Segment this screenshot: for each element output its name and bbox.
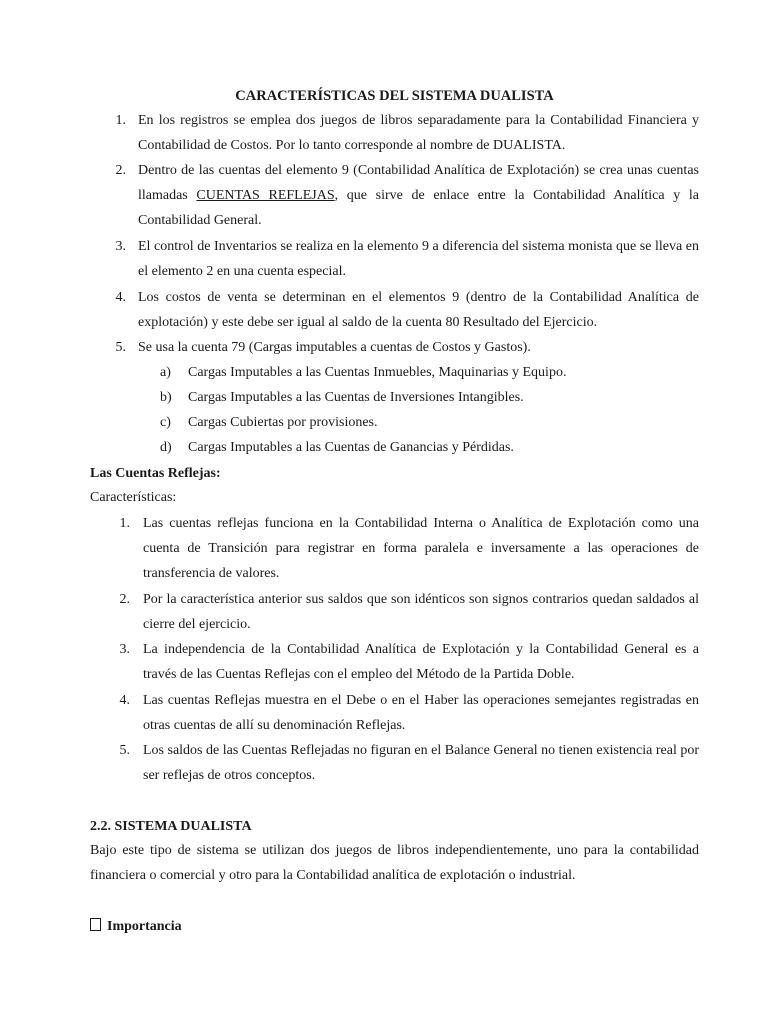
list-text: Los costos de venta se determinan en el elementos 9 (dentro de la Contabilidad Analítica de explotación) y este debe ser igual al saldo de la cuenta 80 Resultado del Ejercicio. bbox=[138, 290, 699, 330]
section-heading: Las Cuentas Reflejas: bbox=[90, 466, 221, 481]
list-text-before: Dentro de las cuentas del elemento 9 (Contabilidad Analítica de Explotación) se crea unas cuentas llamadas bbox=[138, 163, 699, 203]
underlined-term: CUENTAS REFLEJAS bbox=[196, 188, 335, 203]
list-text: El control de Inventarios se realiza en la elemento 9 a diferencia del sistema monista que se lleva en el elemento 2 en una cuenta especial. bbox=[138, 239, 699, 279]
list-number: 5. bbox=[115, 340, 126, 355]
sublist-text: Cargas Cubiertas por provisiones. bbox=[188, 415, 378, 430]
bullet-box-icon bbox=[90, 918, 101, 931]
sublist-item bbox=[160, 360, 566, 385]
section2-paragraph: Bajo este tipo de sistema se utilizan dos juegos de libros independientemente, uno para la contabilidad financiera o comercial y otro para la Contabilidad analítica de explotación o industrial. bbox=[90, 843, 699, 883]
list-text: Las cuentas reflejas funciona en la Contabilidad Interna o Analítica de Explotación como una cuenta de Transición para registrar en forma paralela e inversamente a las operaciones de transferencia de valores. bbox=[143, 516, 699, 581]
importance-line bbox=[90, 917, 182, 937]
sublist-text: Cargas Imputables a las Cuentas de Inversiones Intangibles. bbox=[188, 390, 524, 405]
sublist-label: b) bbox=[160, 390, 172, 405]
list-text bbox=[138, 158, 699, 233]
sublist-text: Cargas Imputables a las Cuentas Inmuebles, Maquinarias y Equipo. bbox=[188, 365, 567, 380]
list-text: En los registros se emplea dos juegos de libros separadamente para la Contabilidad Financiera y Contabilidad de Costos. Por lo tanto corresponde al nombre de DUALISTA. bbox=[138, 113, 699, 153]
list-number: 2. bbox=[115, 163, 126, 178]
characteristics-label: Características: bbox=[90, 490, 177, 505]
section2-heading: 2.2. SISTEMA DUALISTA bbox=[90, 819, 252, 834]
list-number: 2. bbox=[119, 592, 130, 607]
list-text: Se usa la cuenta 79 (Cargas imputables a cuentas de Costos y Gastos). bbox=[138, 340, 531, 355]
list-text: La independencia de la Contabilidad Analítica de Explotación y la Contabilidad General es a través de las Cuentas Reflejas con el empleo del Método de la Partida Doble. bbox=[143, 642, 699, 682]
list-number: 1. bbox=[115, 113, 126, 128]
sublist-text: Cargas Imputables a las Cuentas de Ganancias y Pérdidas. bbox=[188, 440, 514, 455]
list-number: 3. bbox=[119, 642, 130, 657]
sublist-label: a) bbox=[160, 365, 171, 380]
list-number: 4. bbox=[115, 290, 126, 305]
document-title: CARACTERÍSTICAS DEL SISTEMA DUALISTA bbox=[235, 88, 554, 104]
list-text: Los saldos de las Cuentas Reflejadas no figuran en el Balance General no tienen existencia real por ser reflejas de otros conceptos. bbox=[143, 743, 699, 783]
list-number: 1. bbox=[119, 516, 130, 531]
list-text-after: , que sirve de enlace entre la Contabilidad Analítica y la Contabilidad General. bbox=[138, 188, 700, 228]
sublist-item bbox=[160, 385, 524, 410]
list-number: 5. bbox=[119, 743, 130, 758]
sublist-item bbox=[160, 435, 514, 460]
list-text: Las cuentas Reflejas muestra en el Debe o en el Haber las operaciones semejantes registradas en otras cuentas de allí su denominación Reflejas. bbox=[143, 693, 699, 733]
list-number: 4. bbox=[119, 693, 130, 708]
sublist-label: c) bbox=[160, 415, 171, 430]
sublist-label: d) bbox=[160, 440, 172, 455]
sublist-item bbox=[160, 410, 378, 435]
list-text: Por la característica anterior sus saldos que son idénticos son signos contrarios quedan saldados al cierre del ejercicio. bbox=[143, 592, 699, 632]
list-number: 3. bbox=[115, 239, 126, 254]
importance-label: Importancia bbox=[107, 919, 182, 934]
